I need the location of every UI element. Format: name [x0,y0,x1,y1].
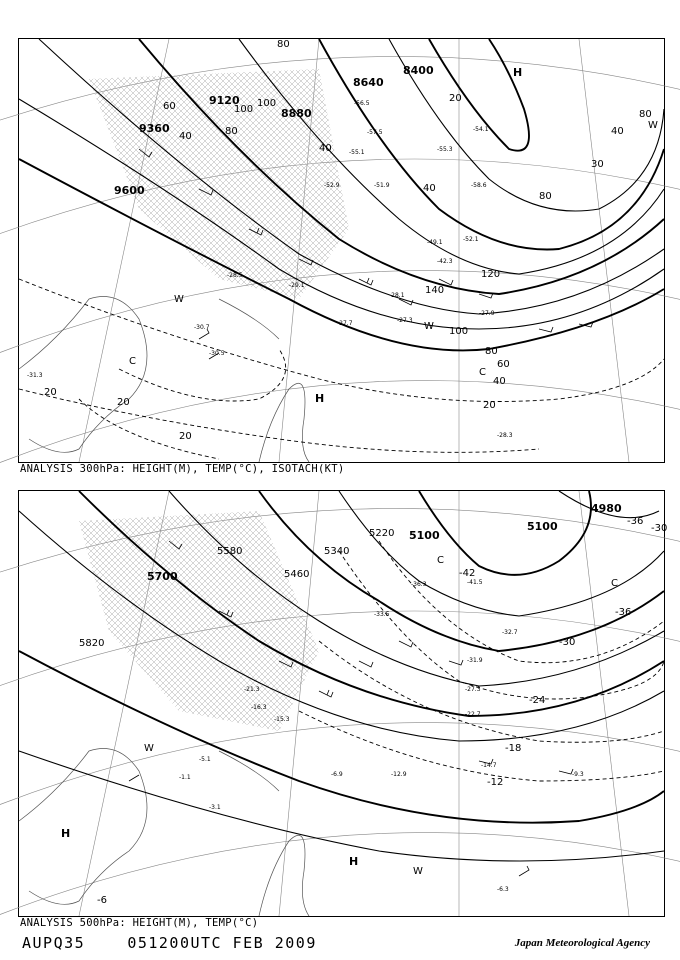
cold-center: C [129,356,136,367]
map-panel-300hpa [18,38,665,463]
height-label: 5820 [79,638,105,649]
station-temp: -55.3 [437,146,453,153]
isotach-label: 40 [179,131,192,142]
isotach-label: 40 [319,143,332,154]
isotach-label: 40 [423,183,436,194]
high-center: H [349,855,359,868]
isotach-label: 60 [163,101,176,112]
height-label: 5340 [324,546,350,557]
bottom-panel-caption: ANALYSIS 500hPa: HEIGHT(M), TEMP(°C) [20,917,259,929]
temp-label: -36 [615,607,632,618]
warm-center: W [424,321,434,332]
temp-label: -30 [651,523,668,534]
station-temp: -27.3 [465,686,481,693]
map-500hpa-canvas [19,491,668,916]
station-temp: -36.3 [411,581,427,588]
station-temp: -57.5 [367,129,383,136]
agency-credit: Japan Meteorological Agency [514,937,650,949]
height-label: 8400 [403,64,434,77]
station-temp: -30.7 [194,324,210,331]
jet-hatching [79,511,319,731]
temp-label: -36 [627,516,644,527]
station-temp: -31.9 [467,657,483,664]
station-temp: -6.9 [331,771,343,778]
station-temp: -27.3 [397,317,413,324]
height-label: 5100 [409,529,440,542]
height-label: 9360 [139,122,170,135]
station-temp: -3.1 [209,804,221,811]
station-temp: -51.9 [374,182,390,189]
high-center: H [315,392,325,405]
temp-label: -18 [505,743,522,754]
temp-label: -30 [559,637,576,648]
isotach-label: 100 [449,326,469,337]
isotach-label: 100 [234,104,254,115]
station-temp: -16.3 [251,704,267,711]
isotach-label: 60 [497,359,510,370]
station-temp: -33.5 [374,611,390,618]
height-label: 9120 [209,94,240,107]
cold-center: C [437,555,444,566]
height-label: 5460 [284,569,310,580]
station-temp: -27.9 [479,310,495,317]
warm-center: W [648,120,658,131]
station-temp: -12.9 [391,771,407,778]
cold-center: C [611,578,618,589]
station-temp: -56.5 [354,100,370,107]
station-temp: -58.6 [471,182,487,189]
isotach-label: 80 [639,109,652,120]
isotach-label: 20 [179,431,192,442]
top-panel-caption: ANALYSIS 300hPa: HEIGHT(M), TEMP(°C), ISOTACH(KT) [20,463,345,475]
height-label: 4980 [591,502,622,515]
warm-center: W [144,743,154,754]
isotach-label: 20 [44,387,57,398]
chart-code: AUPQ35 [22,934,86,952]
isotachs [19,279,664,459]
station-temp: -6.3 [497,886,509,893]
isotach-label: 80 [277,39,290,50]
coastline [19,297,309,463]
isotach-label: 20 [483,400,496,411]
station-temp: -28.3 [497,432,513,439]
map-300hpa-canvas [19,39,664,462]
high-center: H [513,66,523,79]
isotach-label: 30 [591,159,604,170]
height-label: 8640 [353,76,384,89]
station-temp: -52.1 [463,236,479,243]
station-temp: -55.1 [349,149,365,156]
station-temp: -9.3 [572,771,584,778]
isotach-label: 140 [425,285,445,296]
height-label: 5580 [217,546,243,557]
station-temp: -32.7 [502,629,518,636]
station-temp: -15.3 [274,716,290,723]
isotach-label: 40 [611,126,624,137]
temp-label: -24 [529,695,546,706]
isotach-label: 120 [481,269,501,280]
height-label: 5220 [369,528,395,539]
isotach-label: 20 [449,93,462,104]
temp-label: -42 [459,568,476,579]
station-temp: -21.3 [244,686,260,693]
station-temp: -31.3 [27,372,43,379]
station-temp: -5.1 [199,756,211,763]
height-label: 5100 [527,520,558,533]
isotach-label: 80 [225,126,238,137]
high-center: H [61,827,71,840]
station-temp: -29.1 [289,282,305,289]
isotach-label: 20 [117,397,130,408]
isotach-label: 80 [485,346,498,357]
station-temp: -14.7 [481,762,497,769]
station-temp: -22.7 [465,711,481,718]
chart-identifier [22,934,317,952]
station-temp: -1.1 [179,774,191,781]
station-temp: -42.3 [437,258,453,265]
height-label: 8880 [281,107,312,120]
warm-center: W [413,866,423,877]
chart-datetime: 051200UTC FEB 2009 [127,934,317,952]
station-temp: -49.1 [427,239,443,246]
isotach-label: 40 [493,376,506,387]
station-temp: -28.5 [227,272,243,279]
isotach-label: 80 [539,191,552,202]
warm-center: W [174,294,184,305]
temp-label: -6 [97,895,107,906]
station-temp: -28.1 [389,292,405,299]
cold-center: C [479,367,486,378]
station-temp: -41.5 [467,579,483,586]
station-temp: -27.7 [337,320,353,327]
station-temp: -52.9 [324,182,340,189]
height-label: 5700 [147,570,178,583]
map-panel-500hpa [18,490,668,917]
temp-label: -12 [487,777,504,788]
station-temp: -54.1 [473,126,489,133]
station-temp: -30.5 [209,350,225,357]
isotach-label: 100 [257,98,277,109]
height-label: 9600 [114,184,145,197]
